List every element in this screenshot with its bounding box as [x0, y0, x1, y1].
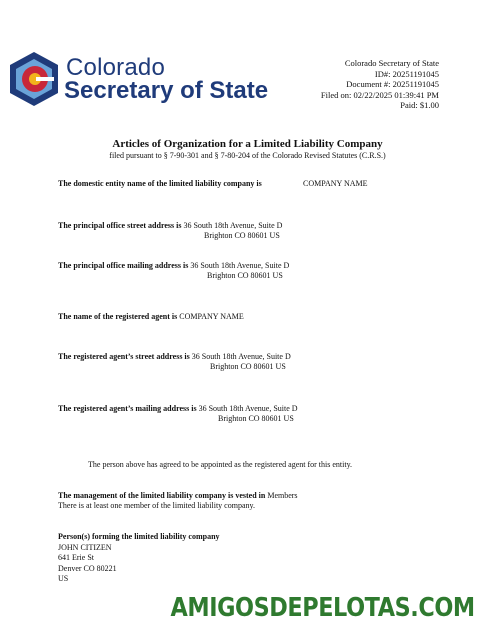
entity-name-label: The domestic entity name of the limited liability company is — [58, 179, 262, 188]
agent-name-field — [58, 312, 244, 323]
agent-mailing-line1: 36 South 18th Avenue, Suite D — [198, 404, 298, 413]
entity-name-value: COMPANY NAME — [303, 179, 368, 188]
filing-office: Colorado Secretary of State — [344, 58, 439, 68]
principal-street-line2: Brighton CO 80601 US — [204, 231, 280, 240]
filing-paid: Paid: $1.00 — [400, 100, 439, 111]
logo-title-colorado: Colorado — [66, 54, 165, 81]
principal-street-field — [58, 221, 282, 232]
colorado-logo-icon — [8, 50, 60, 108]
watermark-text: AMIGOSDEPELOTAS.COM — [170, 593, 475, 623]
filing-date: Filed on: 02/22/2025 01:39:41 PM — [320, 89, 439, 100]
organizer-block — [58, 532, 220, 585]
organizer-name: JOHN CITIZEN — [58, 542, 112, 552]
agent-name-label: The name of the registered agent is — [58, 312, 178, 321]
organizer-street: 641 Erie St — [58, 553, 94, 562]
principal-mailing-line2: Brighton CO 80601 US — [207, 271, 283, 280]
agent-street-field — [58, 352, 291, 363]
entity-name-field — [58, 179, 262, 190]
organizer-city: Denver CO 80221 — [58, 563, 117, 573]
document-subtitle: filed pursuant to § 7-90-301 and § 7-80-204 of the Colorado Revised Statutes (C.R.S.) — [109, 151, 386, 160]
management-field — [58, 491, 298, 502]
filing-id: ID#: 20251191045 — [374, 68, 439, 79]
principal-street-line1: 36 South 18th Avenue, Suite D — [183, 221, 283, 230]
agent-name-value: COMPANY NAME — [179, 312, 244, 321]
principal-street-label: The principal office street address is — [58, 221, 182, 230]
logo-title-secretary-of-state: Secretary of State — [64, 77, 269, 104]
principal-mailing-label: The principal office mailing address is — [58, 261, 189, 270]
principal-mailing-line1: 36 South 18th Avenue, Suite D — [190, 261, 290, 270]
organizer-label: Person(s) forming the limited liability company — [58, 532, 220, 541]
agent-street-line1: 36 South 18th Avenue, Suite D — [191, 352, 291, 361]
management-label: The management of the limited liability company is vested in — [58, 491, 266, 500]
agent-mailing-label: The registered agent’s mailing address is — [58, 404, 197, 413]
agent-consent-statement: The person above has agreed to be appointed as the registered agent for this entity. — [88, 460, 353, 469]
management-value: Members — [267, 491, 298, 500]
filing-meta — [321, 58, 439, 111]
document-title: Articles of Organization for a Limited Liability Company — [112, 138, 383, 150]
principal-mailing-field — [58, 261, 289, 272]
agent-mailing-field — [58, 404, 298, 415]
agent-mailing-line2: Brighton CO 80601 US — [218, 414, 294, 423]
organizer-country: US — [58, 574, 69, 583]
agent-street-label: The registered agent’s street address is — [58, 352, 190, 361]
agent-street-line2: Brighton CO 80601 US — [210, 362, 286, 371]
filing-document-number: Document #: 20251191045 — [346, 79, 439, 90]
management-note: There is at least one member of the limited liability company. — [58, 501, 255, 510]
